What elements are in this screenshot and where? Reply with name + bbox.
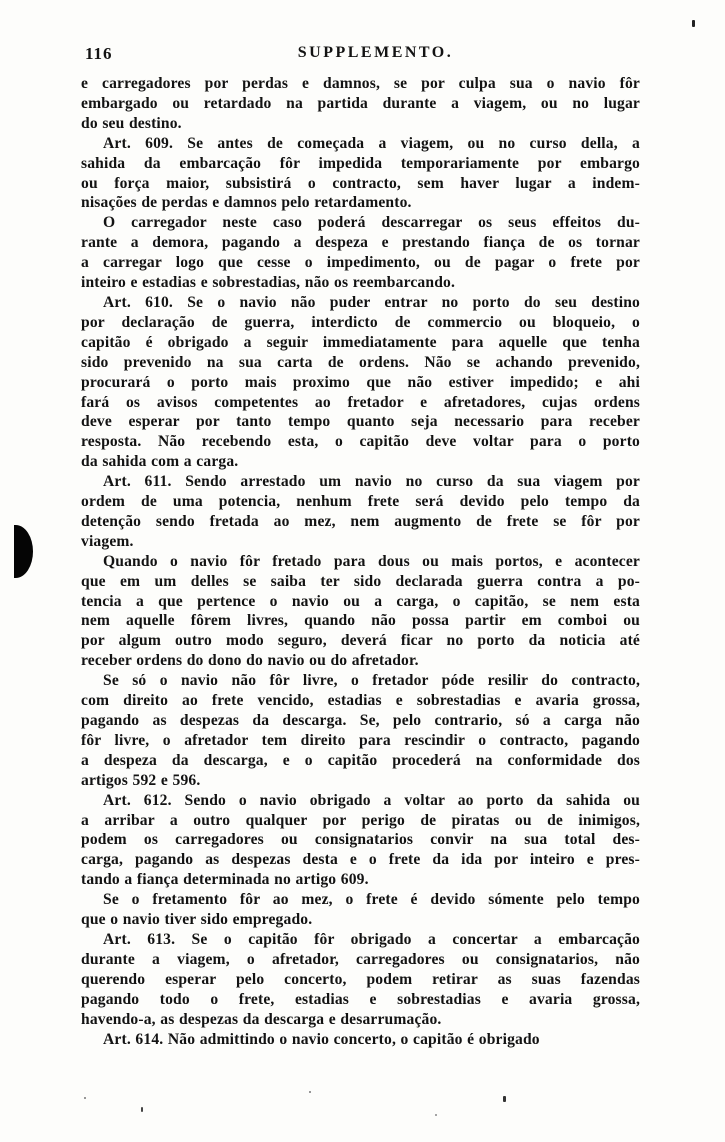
page-header bbox=[81, 44, 640, 66]
text-line: que em um delles se saiba ter sido declarada guerra contra a po- bbox=[81, 572, 640, 590]
text-line: a arribar a outro qualquer por perigo de piratas ou de inimigos, bbox=[81, 811, 640, 829]
ink-blot-artifact bbox=[14, 525, 33, 578]
text-line: carga, pagando as despezas desta e o frete da ida por inteiro e pres- bbox=[81, 851, 640, 869]
paragraph-art-611 bbox=[81, 472, 640, 552]
text-line: querendo esperar pelo concerto, podem retirar as suas fazendas bbox=[81, 970, 640, 988]
text-line: durante a viagem, o afretador, carregadores ou consignatarios, não bbox=[81, 950, 640, 968]
text-line: O carregador neste caso poderá descarregar os seus effeitos du- bbox=[103, 214, 640, 232]
page-text-block bbox=[81, 74, 640, 1049]
text-line: viagem. bbox=[81, 532, 134, 550]
scan-speck bbox=[692, 20, 695, 27]
paragraph-art-610 bbox=[81, 293, 640, 472]
text-line: inteiro e estadias e sobrestadias, não os reembarcando. bbox=[81, 274, 456, 292]
text-line: deve esperar por tanto tempo quanto seja necessario para receber bbox=[81, 413, 640, 431]
text-line: havendo-a, as despezas da descarga e desarrumação. bbox=[81, 1010, 442, 1028]
text-line: a despeza da descarga, e o capitão procederá na conformidade dos bbox=[81, 751, 640, 769]
text-line: ordem de uma potencia, nenhum frete será devido pelo tempo da bbox=[81, 493, 640, 511]
text-line: Art. 611. Sendo arrestado um navio no curso da sua viagem por bbox=[103, 473, 640, 491]
text-line: Quando o navio fôr fretado para dous ou mais portos, e acontecer bbox=[103, 552, 640, 570]
text-line: do seu destino. bbox=[81, 114, 182, 132]
paragraph-art-609 bbox=[81, 134, 640, 214]
paragraph-art-612-cont bbox=[81, 890, 640, 930]
text-line: pagando todo o frete, estadias e sobrestadias e avaria grossa, bbox=[81, 990, 640, 1008]
text-line: fôr livre, o afretador tem direito para rescindir o contracto, pagando bbox=[81, 731, 640, 749]
paragraph-art-609-cont bbox=[81, 213, 640, 293]
running-head-title: SUPPLEMENTO. bbox=[297, 44, 454, 61]
scan-speck bbox=[84, 1097, 86, 1099]
scan-speck bbox=[141, 1107, 143, 1112]
paragraph-art-613 bbox=[81, 930, 640, 1030]
text-line: da sahida com a carga. bbox=[81, 453, 239, 471]
text-line: nisações de perdas e damnos pelo retardamento. bbox=[81, 194, 412, 212]
text-line: ou força maior, subsistirá o contracto, sem haver lugar a indem- bbox=[81, 174, 640, 192]
text-line: com direito ao frete vencido, estadias e sobrestadias e avaria grossa, bbox=[81, 692, 640, 710]
text-line: receber ordens do dono do navio ou do afretador. bbox=[81, 652, 419, 670]
text-line: embargado ou retardado na partida durante a viagem, ou no lugar bbox=[81, 94, 640, 112]
text-line: Art. 614. Não admittindo o navio concerto, o capitão é obrigado bbox=[103, 1030, 540, 1048]
scan-speck bbox=[503, 1096, 506, 1102]
paragraph-art-611-cont-2 bbox=[81, 671, 640, 790]
text-line: Art. 613. Se o capitão fôr obrigado a concertar a embarcação bbox=[103, 930, 640, 948]
text-line: por algum outro modo seguro, deverá ficar no porto da noticia até bbox=[81, 632, 640, 650]
text-line: sido prevenido na sua carta de ordens. Não se achando prevenido, bbox=[81, 353, 640, 371]
text-line: detenção sendo fretada ao mez, nem augmento de frete se fôr por bbox=[81, 512, 640, 530]
text-line: resposta. Não recebendo esta, o capitão deve voltar para o porto bbox=[81, 433, 640, 451]
text-line: artigos 592 e 596. bbox=[81, 771, 201, 789]
text-line: rante a demora, pagando a despeza e prestando fiança de os tornar bbox=[81, 234, 640, 252]
paragraph-continuation bbox=[81, 74, 640, 134]
text-line: e carregadores por perdas e damnos, se por culpa sua o navio fôr bbox=[81, 75, 640, 92]
text-line: por declaração de guerra, interdicto de commercio ou bloqueio, o bbox=[81, 313, 640, 331]
text-line: Art. 612. Sendo o navio obrigado a voltar ao porto da sahida ou bbox=[103, 791, 640, 809]
text-line: pagando as despezas da descarga. Se, pelo contrario, só a carga não bbox=[81, 712, 640, 729]
paragraph-art-614 bbox=[81, 1030, 640, 1050]
text-line: fará os avisos competentes ao fretador e afretadores, cujas ordens bbox=[81, 393, 640, 411]
text-line: nem aquelle fôrem livres, quando não possa partir em comboi ou bbox=[81, 612, 640, 630]
text-line: podem os carregadores ou consignatarios convir na sua total des- bbox=[81, 831, 640, 849]
page-number: 116 bbox=[85, 44, 113, 63]
text-line: que o navio tiver sido empregado. bbox=[81, 911, 313, 929]
text-line: Art. 609. Se antes de começada a viagem, ou no curso della, a bbox=[103, 134, 640, 152]
text-line: tencia a que pertence o navio ou a carga, o capitão, se nem esta bbox=[81, 592, 640, 610]
text-line: capitão é obrigado a seguir immediatamente para aquelle que tenha bbox=[81, 333, 640, 351]
scan-speck bbox=[435, 1114, 437, 1116]
paragraph-art-611-cont bbox=[81, 552, 640, 671]
paragraph-art-612 bbox=[81, 791, 640, 891]
text-line: Art. 610. Se o navio não puder entrar no porto do seu destino bbox=[103, 293, 640, 311]
text-line: Se o fretamento fôr ao mez, o frete é devido sómente pelo tempo bbox=[103, 891, 640, 909]
text-line: Se só o navio não fôr livre, o fretador póde resilir do contracto, bbox=[103, 672, 640, 690]
text-line: procurará o porto mais proximo que não estiver impedido; e ahi bbox=[81, 373, 640, 391]
text-line: a carregar logo que cesse o impedimento, ou de pagar o frete por bbox=[81, 254, 640, 272]
text-line: tando a fiança determinada no artigo 609. bbox=[81, 871, 369, 889]
text-line: sahida da embarcação fôr impedida temporariamente por embargo bbox=[81, 154, 640, 172]
scan-speck bbox=[309, 1091, 311, 1093]
